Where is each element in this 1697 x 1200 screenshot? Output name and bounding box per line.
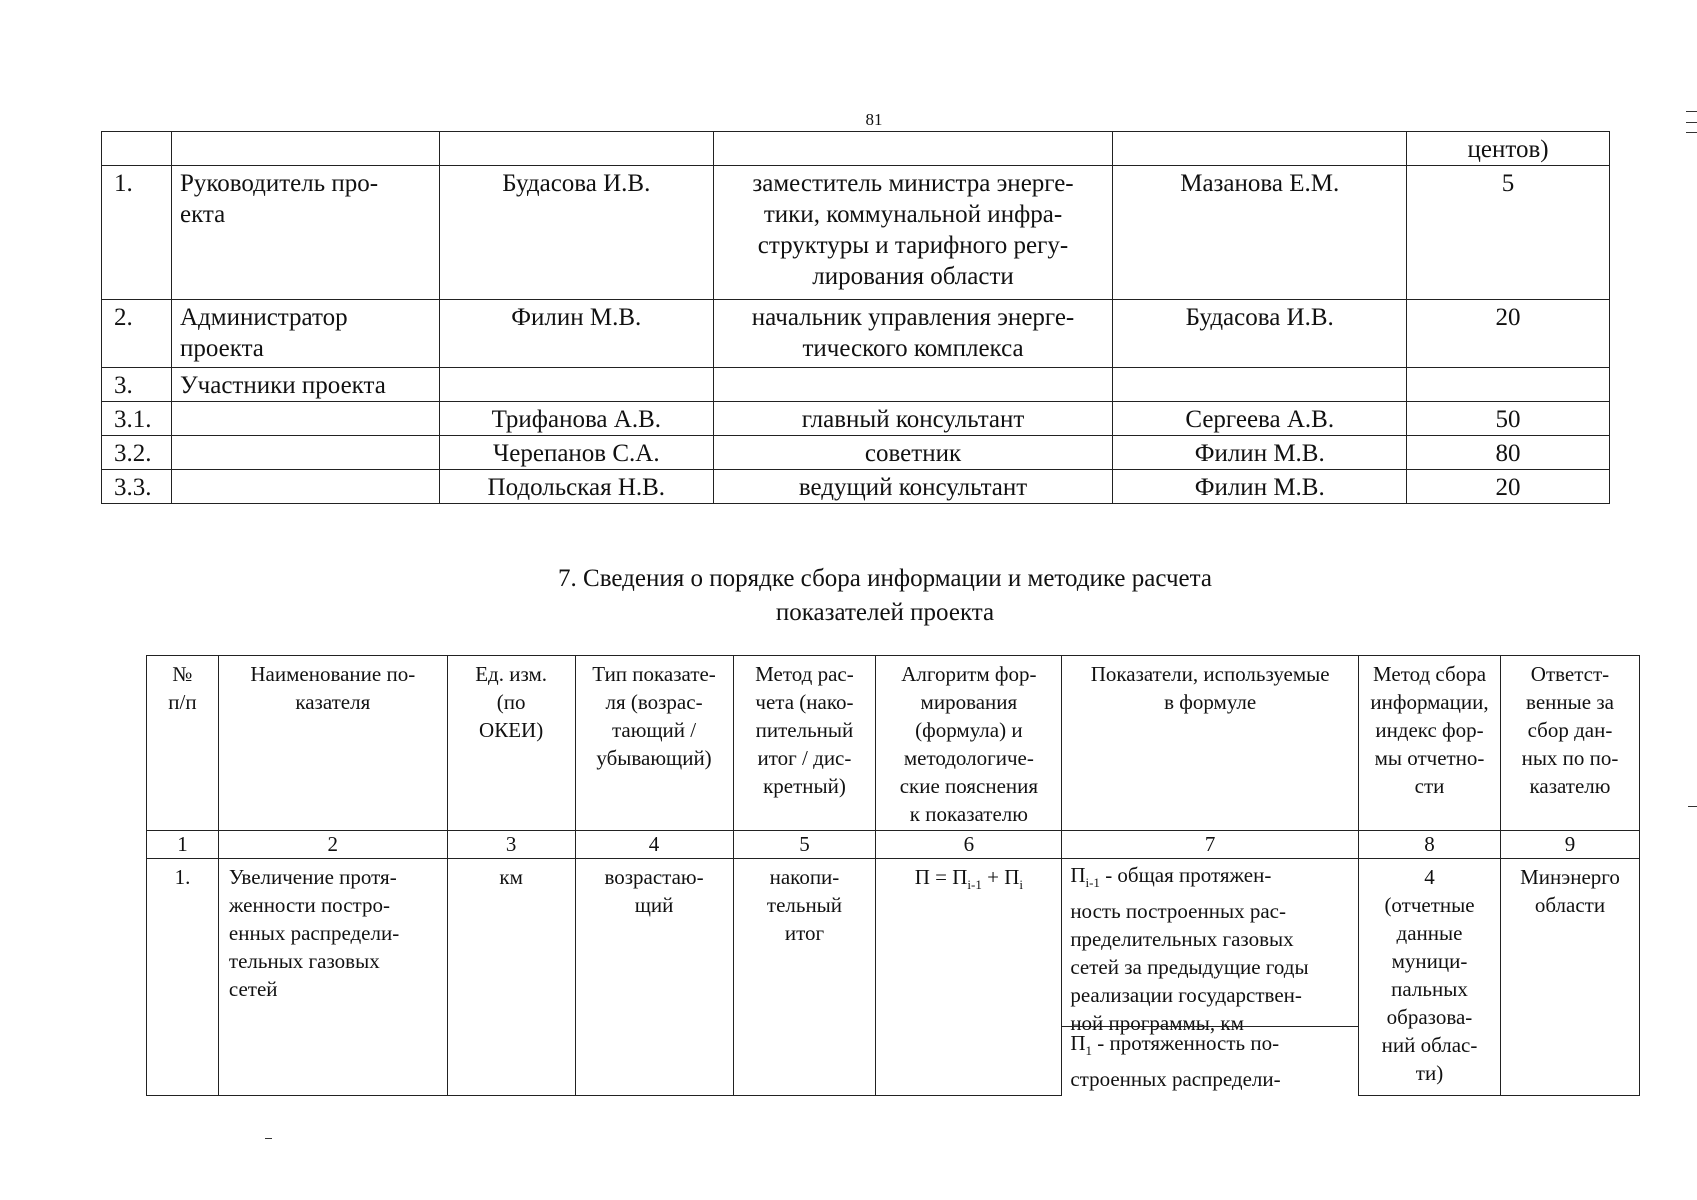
indicator-name: Увеличение протя- женности постро- енных распредели- тельных газовых сетей (218, 859, 447, 1096)
share-cell: 20 (1407, 470, 1610, 504)
position-cell: главный консультант (713, 402, 1113, 436)
role-cell: Руководитель про- екта (171, 166, 439, 300)
column-header: Метод сбора информации, индекс фор- мы отчетно- сти (1359, 656, 1501, 831)
column-header: Ед. изм. (по ОКЕИ) (447, 656, 575, 831)
margin-tick (1688, 806, 1697, 807)
margin-tick (1686, 132, 1697, 133)
supervisor-cell: Будасова И.В. (1113, 300, 1407, 368)
column-number: 5 (733, 831, 876, 859)
row-number: 1. (147, 859, 219, 1096)
position-cell: заместитель министра энерге- тики, коммунальной инфра- структуры и тарифного регу- лирования области (713, 166, 1113, 300)
variable-description: $П_1$ - протяженность по- строенных распредели- (1062, 1026, 1358, 1095)
table-row: 3.3. Подольская Н.В. ведущий консультант Филин М.В. 20 (102, 470, 1610, 504)
column-number: 9 (1500, 831, 1639, 859)
column-header: Показатели, используемые в формуле (1062, 656, 1359, 831)
column-header: Алгоритм фор- мирования (формула) и методологиче- ские пояснения к показателю (876, 656, 1062, 831)
unit-cell: км (447, 859, 575, 1096)
variable-description: $П_{i-1}$ - общая протяжен- ность построенных рас- пределительных газовых сетей за предыдущие годы реализации государствен- ной программы, км (1070, 863, 1309, 1036)
column-number: 3 (447, 831, 575, 859)
share-cell: 5 (1407, 166, 1610, 300)
column-header: Ответст- венные за сбор дан- ных по по- казателю (1500, 656, 1639, 831)
share-cell: 80 (1407, 436, 1610, 470)
share-cell: 50 (1407, 402, 1610, 436)
column-number-row (147, 831, 1640, 859)
responsible-cell: Минэнерго области (1500, 859, 1639, 1096)
supervisor-cell: Филин М.В. (1113, 470, 1407, 504)
position-cell: начальник управления энерге- тического комплекса (713, 300, 1113, 368)
table-row (147, 859, 1640, 1096)
column-header: Наименование по- казателя (218, 656, 447, 831)
role-cell: Администратор проекта (171, 300, 439, 368)
section-title: 7. Сведения о порядке сбора информации и методике расчета показателей проекта (558, 565, 1212, 626)
name-cell: Филин М.В. (439, 300, 713, 368)
supervisor-cell: Мазанова Е.М. (1113, 166, 1407, 300)
formula-cell: $П = П_{i-1} + П_i$ (876, 859, 1062, 1096)
supervisor-cell: Сергеева А.В. (1113, 402, 1407, 436)
position-cell: советник (713, 436, 1113, 470)
header-row (147, 656, 1640, 831)
supervisor-cell: Филин М.В. (1113, 436, 1407, 470)
indicator-methodology-table (146, 655, 1640, 1096)
column-number: 2 (218, 831, 447, 859)
margin-tick (1686, 111, 1697, 112)
name-cell: Будасова И.В. (439, 166, 713, 300)
position-cell: ведущий консультант (713, 470, 1113, 504)
calculation-method: накопи- тельный итог (733, 859, 876, 1096)
name-cell: Трифанова А.В. (439, 402, 713, 436)
share-cell: 20 (1407, 300, 1610, 368)
scan-mark (265, 1138, 272, 1139)
table-row: 2. Администратор проекта Филин М.В. начальник управления энерге- тического комплекса Будасова И.В. 20 (102, 300, 1610, 368)
margin-tick (1686, 122, 1697, 123)
name-cell: Черепанов С.А. (439, 436, 713, 470)
table-row: 3.1. Трифанова А.В. главный консультант Сергеева А.В. 50 (102, 402, 1610, 436)
name-cell: Подольская Н.В. (439, 470, 713, 504)
column-number: 6 (876, 831, 1062, 859)
column-header: № п/п (147, 656, 219, 831)
column-header: Тип показате- ля (возрас- тающий / убывающий) (575, 656, 733, 831)
indicator-type: возрастаю- щий (575, 859, 733, 1096)
table-row: 3. Участники проекта (102, 368, 1610, 402)
column-number: 8 (1359, 831, 1501, 859)
column-header: Метод рас- чета (нако- пительный итог / дис- кретный) (733, 656, 876, 831)
project-staff-table (101, 131, 1610, 504)
column-number: 4 (575, 831, 733, 859)
role-cell: Участники проекта (171, 368, 439, 402)
header-tail: центов) (1407, 132, 1610, 166)
table-row: 3.2. Черепанов С.А. советник Филин М.В. 80 (102, 436, 1610, 470)
table-row: 1. Руководитель про- екта Будасова И.В. заместитель министра энерге- тики, коммунальной инфра- структуры и тарифного регу- лирования области Мазанова Е.М. 5 (102, 166, 1610, 300)
table-row (102, 132, 1610, 166)
page-number: 81 (865, 110, 883, 129)
column-number: 1 (147, 831, 219, 859)
column-number: 7 (1062, 831, 1359, 859)
formula-variables-cell (1062, 859, 1359, 1096)
collection-method: 4 (отчетные данные муници- пальных образова- ний облас- ти) (1359, 859, 1501, 1096)
